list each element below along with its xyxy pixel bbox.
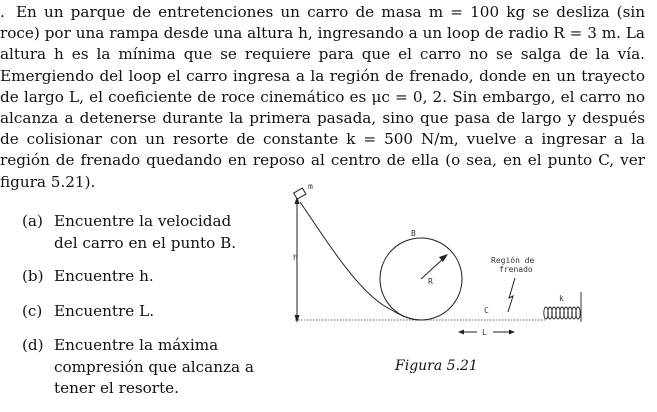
question-b (8, 266, 258, 288)
question-a-label: (a) (22, 212, 43, 230)
question-b-label: (b) (22, 267, 44, 285)
height-arrow-head-bottom (295, 315, 300, 323)
braking-region-label-1: Región de (491, 256, 535, 265)
question-list (8, 211, 258, 412)
problem-paragraph (0, 2, 645, 193)
length-arrow-head-right (509, 330, 515, 335)
figure-diagram (283, 180, 583, 337)
question-d-text: Encuentre la máxima compresión que alcanza a tener el resorte. (54, 336, 254, 397)
height-label: h (293, 253, 298, 262)
loop-top-label: B (411, 229, 416, 238)
braking-region-label-2: frenado (499, 265, 533, 274)
question-d-label: (d) (22, 336, 44, 354)
problem-statement (0, 2, 645, 193)
mass-label: m (308, 182, 313, 191)
question-c (8, 301, 258, 323)
problem-marker: . (0, 3, 5, 21)
length-label: L (482, 328, 487, 337)
braking-pointer (508, 278, 515, 312)
ramp-curve (300, 202, 421, 320)
point-c-label: C (484, 306, 489, 315)
problem-text: En un parque de entretenciones un carro de masa m = 100 kg se desliza (sin roce) por una rampa desde una altura h, ingresando a un loop de radio R = 3 m. La altura h es la mínima que se requiere para que el carro no se salga de la vía. Emergiendo del loop el carro ingresa a la región de frenado, donde en un trayecto de largo L, el coeficiente de roce cinemático es μc = 0, 2. Sin embargo, el carro no alcanza a detenerse durante la primera pasada, sino que pasa de largo y después de colisionar con un resorte de constante k = 500 N/m, vuelve a ingresar a la región de frenado quedando en reposo al centro de ella (o sea, en el punto C, ver figura 5.21). (0, 3, 646, 191)
question-c-text: Encuentre L. (54, 301, 155, 320)
spring-constant-label: k (559, 294, 564, 303)
question-a-text: Encuentre la velocidad del carro en el punto B. (54, 212, 237, 252)
question-b-text: Encuentre h. (54, 267, 154, 285)
question-d (8, 335, 258, 400)
spring (544, 307, 580, 319)
cart (294, 188, 306, 199)
question-a (8, 211, 258, 254)
question-c-label: (c) (22, 301, 43, 320)
length-arrow-head-left (458, 330, 464, 335)
figure-caption: Figura 5.21 (395, 358, 478, 374)
radius-label: R (428, 277, 433, 286)
radius-arrow (421, 258, 444, 279)
